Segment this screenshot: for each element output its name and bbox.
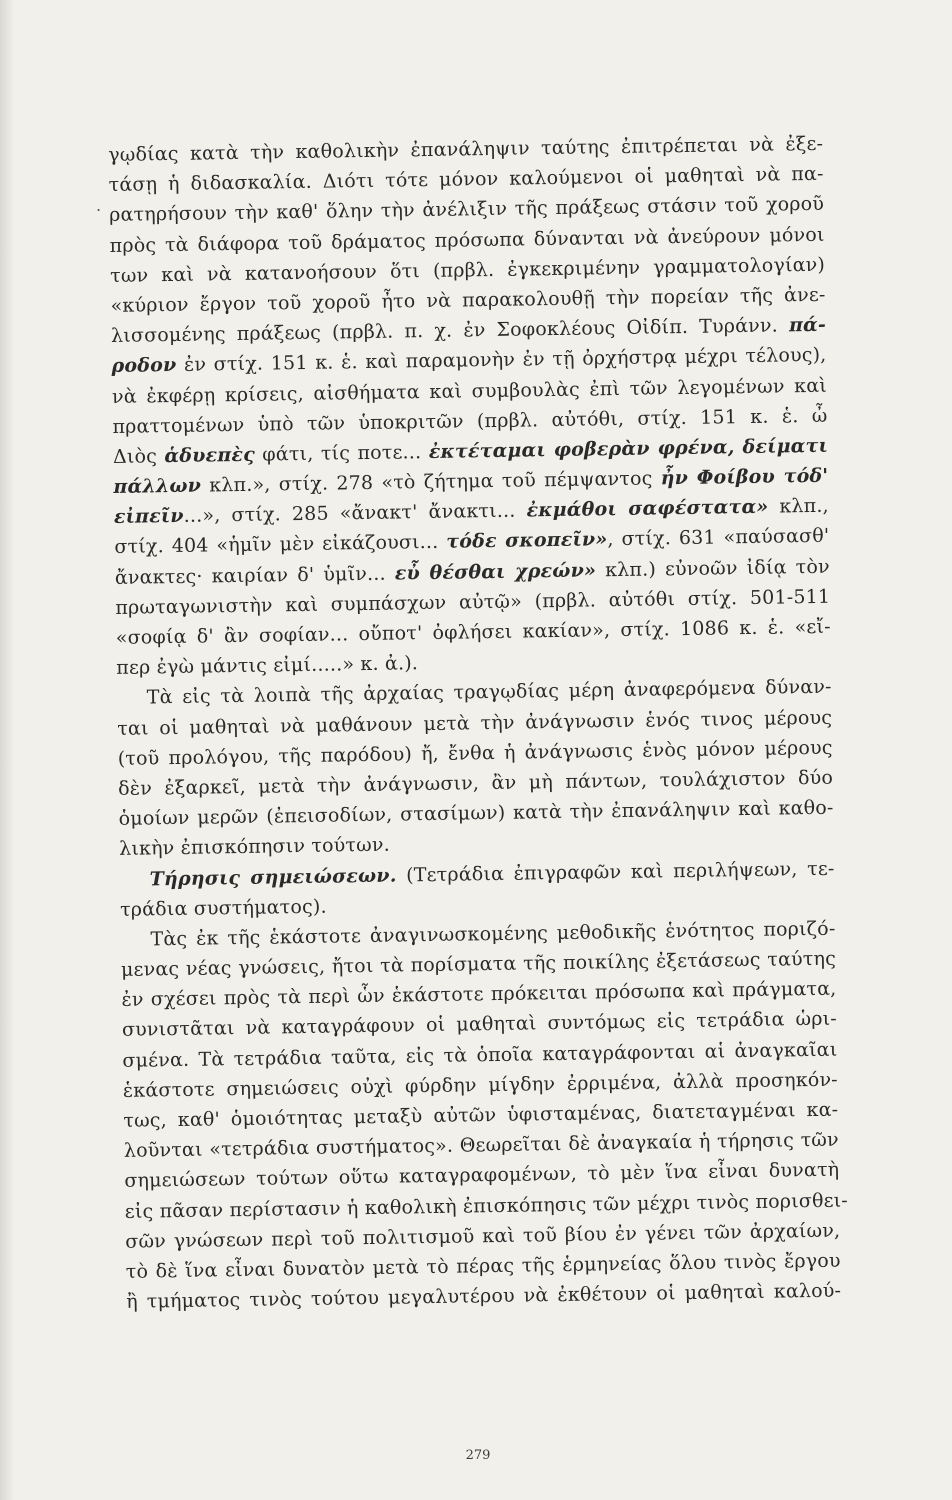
text-run: λισσομένης πράξεως (πρβλ. π. χ. ἐν Σοφοκλέους Οἰδίπ. Τυράνν. (110, 314, 790, 348)
text-run: νὰ ἐκφέρῃ κρίσεις, αἰσθήματα καὶ συμβουλὰς ἐπὶ τῶν λεγομένων καὶ (111, 374, 828, 408)
text-run: ἐν στίχ. 151 κ. ἑ. καὶ παραμονὴν ἐν τῇ ὀρχήστρᾳ μέχρι τέλους), (176, 344, 827, 377)
text-run: ρατηρήσουν τὴν καθ' ὅλην τὴν ἀνέλιξιν τῆς πράξεως στάσιν τοῦ χοροῦ (109, 193, 825, 227)
text-run: πραττομένων ὑπὸ τῶν ὑποκριτῶν (πρβλ. αὐτόθι, στίχ. 151 κ. ἑ. ὦ (112, 404, 828, 438)
text-run: πρωταγωνιστὴν καὶ συμπάσχων αὐτῷ» (πρβλ. αὐτόθι στίχ. 501-511 (115, 585, 831, 619)
text-run: μενας νέας γνώσεις, ἤτοι τὰ πορίσματα τῆς ποικίλης ἐξετάσεως ταύτης (120, 947, 837, 981)
emphasized-text: εἰπεῖν (113, 505, 184, 529)
text-run: ται οἱ μαθηταὶ νὰ μαθάνουν μετὰ τὴν ἀνάγνωσιν ἑνός τινος μέρους (117, 706, 833, 740)
text-run: ...», στίχ. 285 «ἄνακτ' ἄνακτι... (183, 499, 527, 528)
emphasized-text: ἐκμάθοι σαφέστατα» (526, 495, 769, 522)
emphasized-text: πά- (788, 313, 827, 337)
margin-mark: . (96, 196, 102, 215)
text-run: πρὸς τὰ διάφορα τοῦ δράματος πρόσωπα δύνανται νὰ ἀνεύρουν μόνοι (109, 223, 825, 257)
emphasized-text: τόδε σκοπεῖν» (446, 528, 608, 554)
text-run: «σοφίᾳ δ' ἂν σοφίαν... οὔποτ' ὀφλήσει κακίαν», στίχ. 1086 κ. ἑ. «εἴ- (115, 615, 831, 649)
text-run: σῶν γνώσεων περὶ τοῦ πολιτισμοῦ καὶ τοῦ βίου ἐν γένει τῶν ἀρχαίων, (125, 1219, 841, 1253)
scan-edge-shadow (0, 0, 14, 1500)
text-run: κλπ.) εὐνοῶν ἰδίᾳ τὸν (595, 555, 830, 582)
text-run: , στίχ. 631 «παύσασθ' (607, 525, 830, 551)
text-run: (τοῦ προλόγου, τῆς παρόδου) ἤ, ἔνθα ἡ ἀνάγνωσις ἑνὸς μόνον μέρους (117, 736, 833, 770)
text-run: φάτι, τίς ποτε... (254, 440, 429, 466)
text-run: ἐν σχέσει πρὸς τὰ περὶ ὧν ἑκάστοτε πρόκειται πρόσωπα καὶ πράγματα, (121, 977, 837, 1012)
text-run: στίχ. 404 «ἡμῖν μὲν εἰκάζουσι... (114, 531, 447, 559)
text-run: ἑκάστοτε σημειώσεις οὐχὶ φύρδην μίγδην ἐρριμένα, ἀλλὰ προσηκόν- (122, 1068, 839, 1102)
text-run: κλπ., (768, 494, 830, 518)
page-number: 279 (465, 1448, 491, 1463)
text-run: ὁμοίων μερῶν (ἐπεισοδίων, στασίμων) κατὰ τὴν ἐπανάληψιν καὶ καθο- (118, 796, 834, 831)
emphasized-text: εὖ θέσθαι χρεών» (394, 559, 597, 585)
text-run: Διὸς (112, 445, 165, 468)
emphasized-text: Τήρησις σημειώσεων. (149, 864, 397, 890)
text-run: δὲν ἐξαρκεῖ, μετὰ τὴν ἀνάγνωσιν, ἂν μὴ πάντων, τουλάχιστον δύο (118, 766, 834, 800)
text-run: περ ἐγὼ μάντις εἰμί.....» κ. ἀ.). (116, 652, 419, 680)
text-run: τὸ δὲ ἵνα εἶναι δυνατὸν μετὰ τὸ πέρας τῆς ἑρμηνείας ὅλου τινὸς ἔργου (125, 1249, 841, 1283)
text-run: «κύριον ἔργον τοῦ χοροῦ ἦτο νὰ παρακολουθῇ τὴν πορείαν τῆς ἀνε- (110, 283, 826, 317)
text-run: τράδια συστήματος). (119, 895, 327, 921)
text-run: κλπ.», στίχ. 278 «τὸ ζήτημα τοῦ πέμψαντος (200, 467, 661, 497)
text-run: γῳδίας κατὰ τὴν καθολικὴν ἐπανάληψιν ταύτης ἐπιτρέπεται νὰ ἐξε- (108, 132, 824, 166)
text-run: λοῦνται «τετράδια συστήματος». Θεωρεῖται δὲ ἀναγκαία ἡ τήρησις τῶν (123, 1128, 839, 1163)
text-run: τως, καθ' ὁμοιότητας μεταξὺ αὐτῶν ὑφισταμένας, διατεταγμέναι κα- (123, 1098, 839, 1132)
text-run: εἰς πᾶσαν περίστασιν ἡ καθολικὴ ἐπισκόπησις τῶν μέχρι τινὸς πορισθει- (124, 1189, 849, 1223)
emphasized-text: ροδον (111, 354, 177, 378)
emphasized-text: ἁδυεπὲς (164, 443, 256, 468)
text-run: σμένα. Τὰ τετράδια ταῦτα, εἰς τὰ ὁποῖα καταγράφονται αἱ ἀναγκαῖαι (122, 1038, 838, 1072)
emphasized-text: ἐκτέταμαι φοβερὰν φρένα, δείματι (428, 434, 829, 463)
text-run: των καὶ νὰ κατανοήσουν ὅτι (πρβλ. ἐγκεκριμένην γραμματολογίαν) (109, 253, 826, 287)
emphasized-text: πάλλων (113, 474, 202, 499)
text-run: Τὰς ἐκ τῆς ἑκάστοτε ἀναγινωσκομένης μεθοδικῆς ἑνότητος ποριζό- (150, 917, 836, 951)
text-run: λικὴν ἐπισκόπησιν τούτων. (118, 833, 391, 861)
text-run: τάσῃ ἡ διδασκαλία. Διότι τότε μόνον καλούμενοι οἱ μαθηταὶ νὰ πα- (108, 162, 824, 197)
text-run: συνιστᾶται νὰ καταγράφουν οἱ μαθηταὶ συντόμως εἰς τετράδια ὡρι- (121, 1008, 838, 1042)
text-run: σημειώσεων τούτων οὕτω καταγραφομένων, τὸ μὲν ἵνα εἶναι δυνατὴ (124, 1159, 840, 1193)
body-text (108, 129, 849, 1317)
text-run: Τὰ εἰς τὰ λοιπὰ τῆς ἀρχαίας τραγῳδίας μέρη ἀναφερόμενα δύναν- (146, 676, 832, 709)
emphasized-text: ἦν Φοίβου τόδ' (660, 464, 829, 490)
text-run: ἄνακτες· καιρίαν δ' ὑμῖν... (114, 562, 395, 589)
text-run: ἢ τμήματος τινὸς τούτου μεγαλυτέρου νὰ ἐκθέτουν οἱ μαθηταὶ καλού- (126, 1279, 842, 1313)
text-run: (Τετράδια ἐπιγραφῶν καὶ περιλήψεων, τε- (396, 857, 835, 887)
